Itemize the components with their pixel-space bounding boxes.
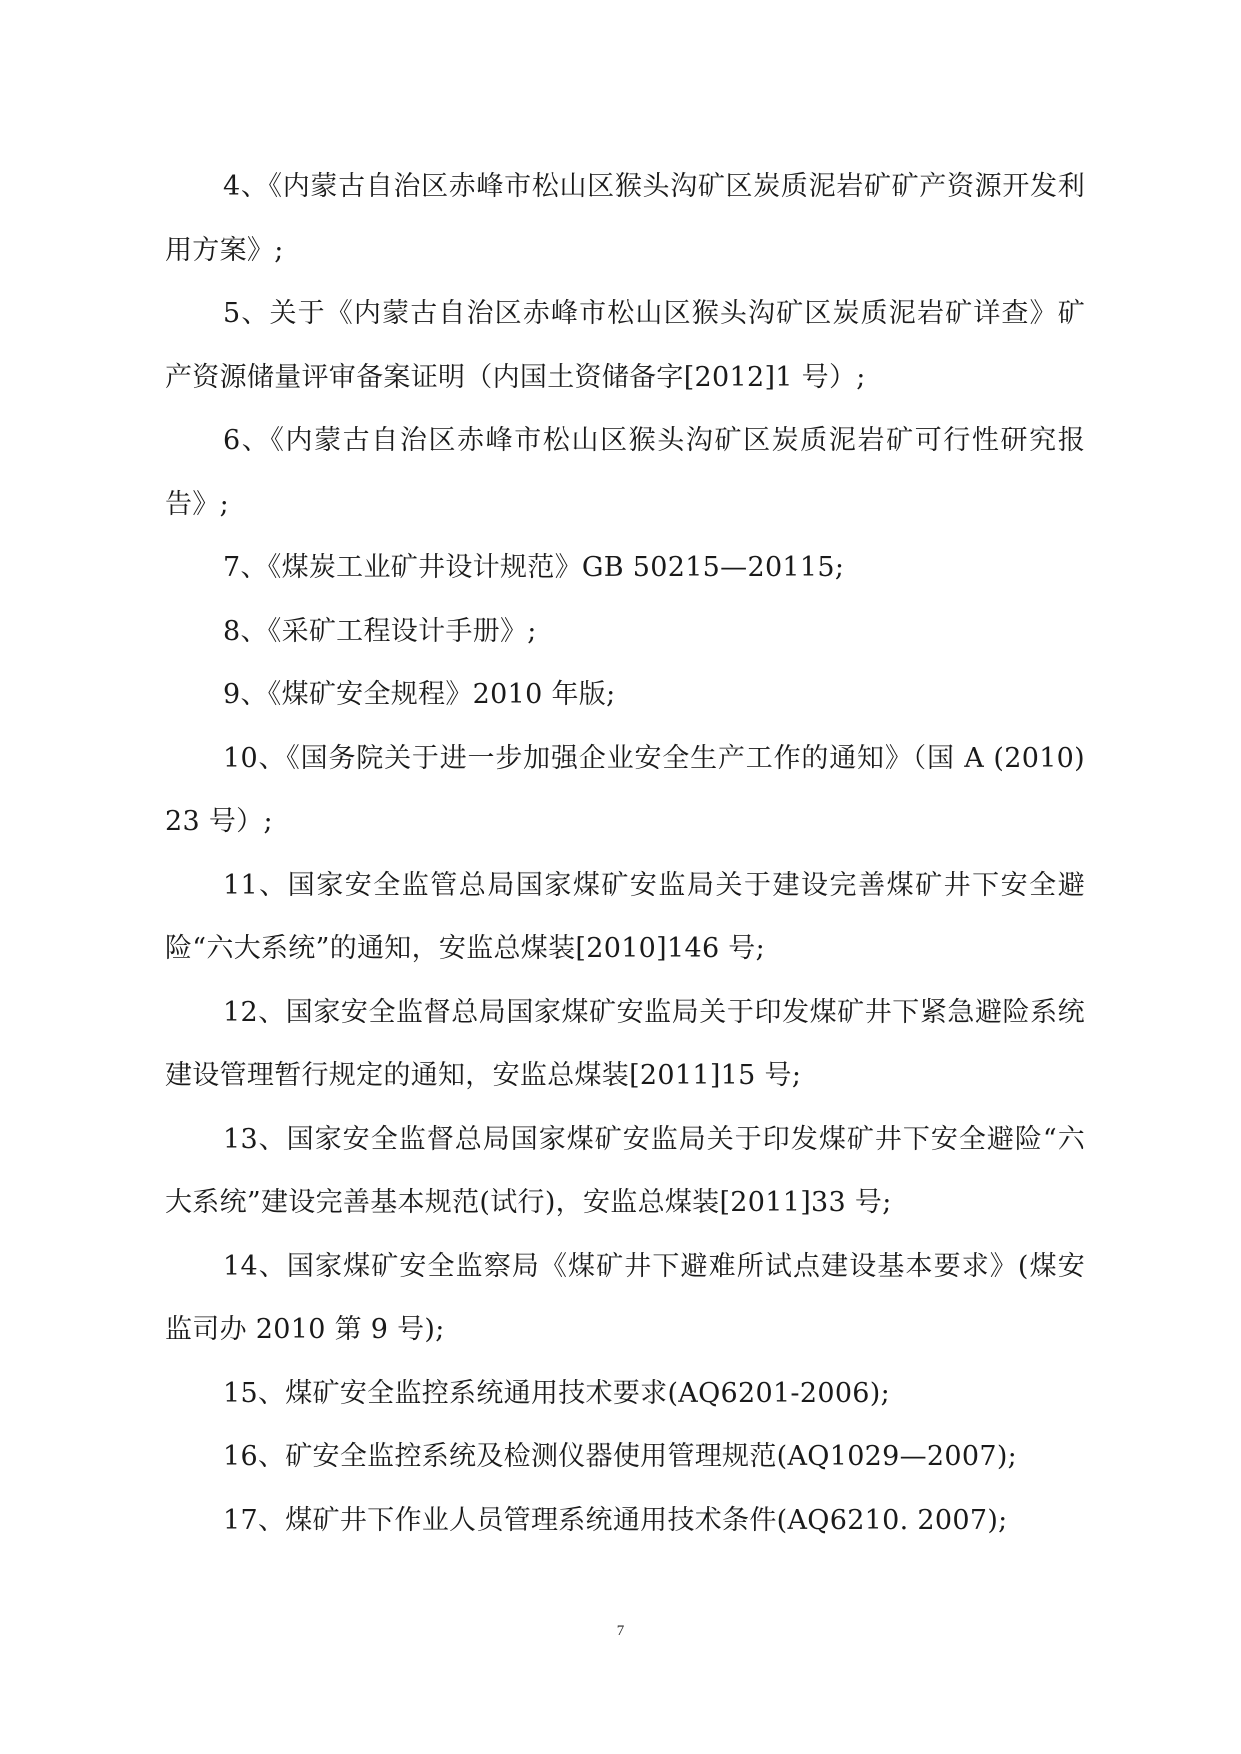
reference-item-9: 9、《煤矿安全规程》2010 年版; bbox=[223, 679, 616, 710]
reference-item-13: 13、国家安全监督总局国家煤矿安监局关于印发煤矿井下安全避险“六大系统”建设完善基本规范(试行)，安监总煤装[2011]33 号; bbox=[165, 1123, 1085, 1218]
reference-item-7: 7、《煤炭工业矿井设计规范》GB 50215—20115; bbox=[223, 552, 845, 583]
reference-item-17: 17、煤矿井下作业人员管理系统通用技术条件(AQ6210. 2007); bbox=[223, 1504, 1008, 1536]
reference-item-14: 14、国家煤矿安全监察局《煤矿井下避难所试点建设基本要求》(煤安监司办 2010 第 9 号); bbox=[165, 1250, 1085, 1345]
reference-item-10: 10、《国务院关于进一步加强企业安全生产工作的通知》（国 A (2010)23 号）; bbox=[165, 742, 1085, 837]
reference-item-15: 15、煤矿安全监控系统通用技术要求(AQ6201-2006); bbox=[223, 1377, 891, 1409]
reference-list bbox=[165, 155, 1085, 1552]
reference-item-5: 5、关于《内蒙古自治区赤峰市松山区猴头沟矿区炭质泥岩矿详查》矿产资源储量评审备案证明（内国土资储备字[2012]1 号）; bbox=[165, 298, 1085, 393]
reference-item-11: 11、国家安全监管总局国家煤矿安监局关于建设完善煤矿井下安全避险“六大系统”的通知，安监总煤装[2010]146 号; bbox=[165, 869, 1085, 964]
page-number: 7 bbox=[616, 1623, 625, 1639]
reference-item-4: 4、《内蒙古自治区赤峰市松山区猴头沟矿区炭质泥岩矿矿产资源开发利用方案》; bbox=[165, 171, 1085, 266]
reference-item-16: 16、矿安全监控系统及检测仪器使用管理规范(AQ1029—2007); bbox=[223, 1441, 1018, 1472]
reference-item-8: 8、《采矿工程设计手册》; bbox=[223, 615, 537, 647]
reference-item-6: 6、《内蒙古自治区赤峰市松山区猴头沟矿区炭质泥岩矿可行性研究报告》; bbox=[165, 425, 1085, 520]
reference-item-12: 12、国家安全监督总局国家煤矿安监局关于印发煤矿井下紧急避险系统建设管理暂行规定的通知，安监总煤装[2011]15 号; bbox=[165, 996, 1085, 1091]
